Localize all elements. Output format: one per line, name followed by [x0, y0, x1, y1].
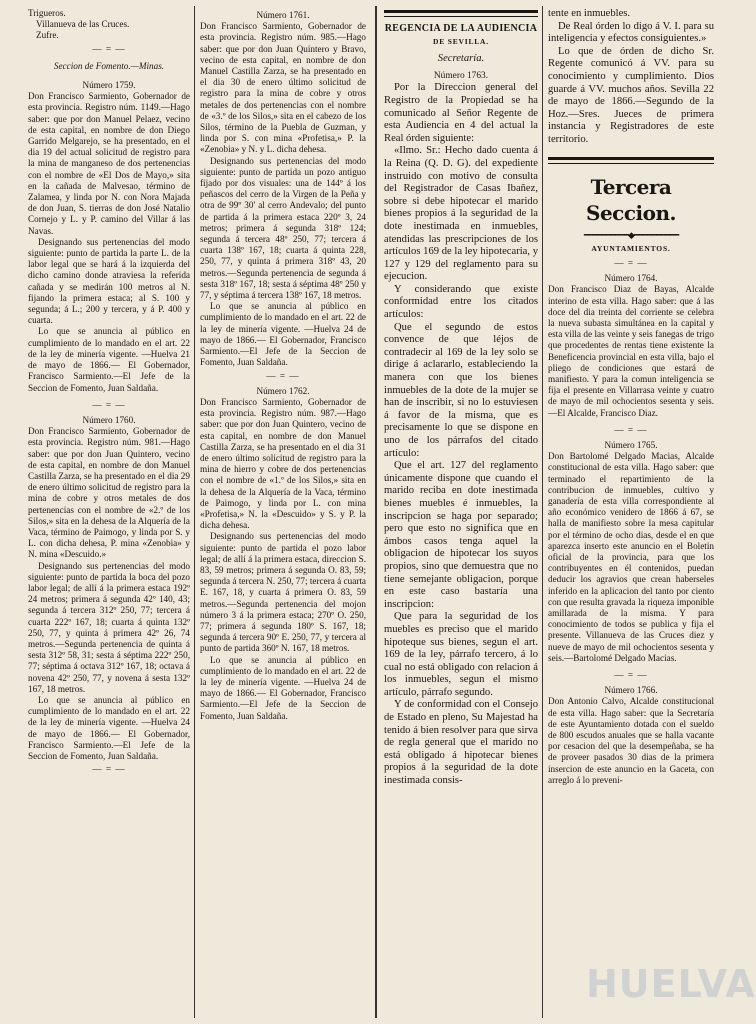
section-subhead: Secretaría.: [437, 53, 485, 65]
notice-body: Don Francisco Sarmiento, Gobernador de esta provincia. Registro núm. 1149.—Hago saber: que por don Manuel Pelaez, vecino de esta capital, en nombre de don Diego Garrido Melgarejo, se ha presentado, en el dia 19 del actual solicitud de registro para la mina de manganeso de dos pertenencias con el nombre de «El Dos de Mayo,» sita en la cañada de Malvesao, término de Zalamea, y linda por N. con Nora Majada de don Juan, S. tierras de don José Natalio Cornejo y L. y P. camino del Villar á las Navas.: [28, 91, 190, 236]
notice-paragraph: Designando sus pertenencias del modo siguiente: punto de partida la parte L. de la labor legal que se hará á la izquierda del dicho camino donde atraviesa la referida cañada y se medirán 100 metros al N. fijando la primera estaca; al S. 100 y segunda; á L.; 200 y tercera, y á P. 400 y cuarta.: [28, 236, 190, 326]
notice-body: Don Francisco Sarmiento, Gobernador de esta provincia. Registro núm. 981.—Hago saber: que por don Juan Quintero, vecino de esta capital, en nombre de don Manuel Castilla Zarza, se ha presentado en el dia 29 de enero último solicitud de registro para la mina de cobre y otros metales de dos pertenencias con el nombre de «2.º de los Silos,» sita en la dehesa de la Alquería de la Vaca, término de Paimogo, y linda por S. y L. con dicha dehesa, P. mina «Zenobia» y N. mina «Descuido.»: [28, 426, 190, 560]
notice-number: Número 1760.: [82, 414, 136, 425]
notice-paragraph: Designando sus pertenencias del modo siguiente: punto de partida el pozo labor legal; de allí á la primera estaca, direccion S. 83, 59 metros; primera á segunda O. 83, 59; segunda á tercera N. 250, 77; tercera á cuarta E. 167, 18, y cuarta á primera O. 83, 59 metros.—Segunda pertenencia del mojon número 3 á la primera estaca; 270º O. 250, 77; primera á segunda 180º S. 167, 18; segunda á tercera 90º E. 250, 77, y tercera al punto de partida 360º N. 167, 18 metros.: [200, 531, 366, 654]
ayuntamientos-heading: AYUNTAMIENTOS.: [591, 243, 671, 253]
notice-body: Don Bartolomé Delgado Macias, Alcalde constitucional de esta villa. Hago saber: que terminado el repartimiento de la contribucion de inmuebles, cultivo y ganadería de esta villa correspondiente al año económico venidero de 1866 á 67, se halla de manifiesto sobre la mesa capitular por el término de ocho dias, desde el en que aparezca inserto este anuncio en el Boletin oficial de la provincia, para que los contribuyentes en él contenidos, puedan deducir los agravios que crean haberseles inferido en la aplicacion del tanto por ciento con que resulta gravada la riqueza imponible amillarada de la misma. Y para conocimiento de todos se publica y fija el presente. Villanueva de las Cruces diez y nueve de mayo de mil ochocientos sesenta y seis.—Bartolomé Delgado Macias.: [548, 451, 714, 663]
notice-paragraph: Y considerando que existe conformidad entre los citados artículos:: [384, 283, 538, 321]
notice-paragraph: «Ilmo. Sr.: Hecho dado cuenta á la Reina (Q. D. G). del expediente instruido con motivo de consulta del Registrador de Casas Ibañez, sobre si debe hipotecar el marido bienes propios á la seguridad de la dote inestimada en inmuebles, atendidas las prescripciones de los artículos 169 de la ley hipotecaria, y 127 y 129 del reglamento para su ejecucion.: [384, 145, 538, 283]
notice-number: Número 1759.: [82, 80, 136, 91]
notice-number: Número 1762.: [256, 385, 310, 396]
separator: — = —: [92, 399, 126, 410]
notice-paragraph: Lo que de órden de dicho Sr. Regente comunicó á VV. para su conocimiento y cumplimiento. Dios guarde á VV. muchos años. Sevilla 22 de mayo de 1866.—Segundo de la Hoz.—Sres. Jueces de primera instancia y Registradores de este territorio.: [548, 45, 714, 145]
column-4: [548, 8, 714, 786]
audiencia-title: REGENCIA DE LA AUDIENCIA: [384, 23, 538, 34]
notice-body: Don Francisco Sarmiento, Gobernador de esta provincia. Registro núm. 987.—Hago saber: que por don Juan Quintero, vecino de esta capital, en nombre de don Manuel Castilla Zarza, se ha presentado en el dia 31 de enero último solicitud de registro para la mina de hierro y cobre de dos pertenencias con el nombre de «1.º de los Silos,» sita en la dehesa de la Alquería de la Vaca, término de Paimogo, y linda por L. con mina «Profetisa,» N. la «Descuido» y S. y P. la dicha dehesa.: [200, 396, 366, 531]
tercera-seccion-title: Tercera Seccion.: [586, 174, 676, 225]
column-3: [384, 8, 538, 788]
notice-body: Don Francisco Sarmiento, Gobernador de esta provincia. Registro núm. 985.—Hago saber: que por don Juan Quintero y Bravo, vecino de esta capital, en nombre de don Manuel Castilla Zarza, se ha presentado en el dia 30 de enero último solicitud de registro para la mina de cobre y otros metales de dos pertenencias con el nombre de «3.º de los Silos,» sita en el cabezo de los Silos, término de la Puebla de Guzman, y linda por S. con mina «Profetisa,» P. la «Zenobia» y N. y L. dicha dehesa.: [200, 21, 366, 155]
separator: — = —: [92, 43, 126, 54]
column-rule: [194, 6, 195, 1018]
column-1: [28, 8, 190, 779]
column-2: [200, 8, 366, 722]
notice-number: Número 1761.: [256, 10, 310, 20]
notice-body: Don Francisco Diaz de Bayas, Alcalde interino de esta villa. Hago saber: que á las doce del dia treinta del corriente se celebra la nueva subasta simultánea en la capital y esta villa de las veinte y seis fanegas de trigo que procedentes de rentas tiene existente la Beneficencia provincial en esta villa, bajo el pliego de condiciones que estará de manifiesto. Y para la comun inteligencia se fija el presente en Villarrasa veinte y cuatro de mayo de mil ochocientos sesenta y seis.—El Alcalde, Francisco Diaz.: [548, 284, 714, 418]
header-rule: [384, 16, 538, 17]
notice-number: Número 1766.: [604, 685, 658, 696]
notice-paragraph: Y de conformidad con el Consejo de Estado en pleno, Su Majestad ha tenido á bien resolver para que sirva de regla general que el marido no está obligado á hipotecar bienes propios á la seguridad de la dote inestimada consis-: [384, 699, 538, 787]
notice-body: Don Antonio Calvo, Alcalde constitucional de esta villa. Hago saber: que la Secretaría de este Ayuntamiento dotada con el sueldo de 800 escudos anuales que se halla vacante por cesacion del que la desempeñaba, se ha de proveer pasados 30 dias de la primera insercion de este anuncio en la Gaceta, con arreglo á lo preveni-: [548, 696, 714, 785]
separator: — = —: [614, 670, 648, 681]
notice-paragraph: Lo que se anuncia al público en cumplimiento de lo mandado en el art. 22 de la ley de minería vigente. —Huelva 21 de mayo de 1866.— El Gobernador, Francisco Sarmiento.—El Jefe de la Seccion de Fomento, Juan Saldaña.: [28, 326, 190, 393]
notice-paragraph: Por la Direccion general del Registro de la Propiedad se ha comunicado al Señor Regente de esta Audiencia en 4 del actual la Real órden siguiente:: [384, 82, 538, 144]
notice-number: Número 1763.: [433, 70, 489, 81]
notice-paragraph: Que para la seguridad de los muebles es preciso que el marido hipoteque sus bienes, segun el art. 169 de la ley, párrafo tercero, á lo cual no está obligado con relacion á los inmuebles, segun el mismo artículo, párrafo segundo.: [384, 611, 538, 698]
notice-paragraph: Lo que se anuncia al público en cumplimiento de lo mandado en el art. 22 de la ley de minería vigente. —Huelva 24 de mayo de 1866.— El Gobernador, Francisco Sarmiento.—El Jefe de la Seccion de Fomento, Juan Saldaña.: [28, 694, 190, 761]
notice-paragraph: Designando sus pertenencias del modo siguiente: punto de partida la boca del pozo labor legal; de allí á la primera estaca 192º 24 metros; primera á segunda 42º 140, 43; segunda á tercera 312º 250, 77; tercera á cuarta 222º 167, 18; cuarta á quinta 132º 250, 77, y quinta á primera 42º 26, 74 metros.—Segunda pertenencia de quinta á sesta 312º 58, 31; sesta á séptima 222º 250, 77; séptima á octava 312º 167, 18; octava á novena 42º 250, 77, y novena á sesta 132º 167, 18 metros.: [28, 560, 190, 694]
separator: — = —: [614, 424, 648, 435]
archive-watermark: HUELVA: [586, 962, 756, 1006]
section-heading: Seccion de Fomento.—Minas.: [53, 60, 165, 71]
column-rule: [375, 6, 377, 1018]
notice-number: Número 1764.: [604, 273, 658, 284]
notice-paragraph: Designando sus pertenencias del modo siguiente: punto de partida un pozo antiguo fijado por dos visuales: una de 144º á los peñascos del cerro de la Virgen de la Peña y otra de 99º 30' al cerro Andevalo; del punto de partida á la primera estaca 220º 3, 24 metros; primera á segunda 318º 124; segunda á tercera 48º 250, 77; tercera á cuarta 138º 167, 18; cuarta á quinta 228, 250, 77, y quinta á primera 318º 43, 20 metros.—Segunda pertenencia de segunda á sesta 318º 167, 18; sesta á séptima 48º 250 y 77, y séptima á tercera 138º 167, 18 metros.: [200, 155, 366, 301]
notice-paragraph: Que el art. 127 del reglamento únicamente dispone que cuando el marido reciba en dote inestimada bienes muebles é inmuebles, la inscripcion se haga por separado; pero que esto no significa que en ámbos casos tenga aquel la obligacion de hipotecar los suyos propios, sino que demuestra que no tiene semejante obligacion, porque en este caso bastaría una inscripcion:: [384, 460, 538, 610]
column-rule: [542, 6, 543, 1018]
separator: — = —: [266, 370, 300, 381]
separator: — = —: [92, 764, 126, 775]
separator: — = —: [614, 257, 648, 268]
section-rule: [548, 157, 714, 160]
ornament-rule: ━━━━━━━━━━◆━━━━━━━━━━: [583, 229, 679, 240]
notice-paragraph: tente en inmuebles.: [548, 8, 631, 19]
town-line: Zufre.: [36, 30, 59, 41]
town-line: Villanueva de las Cruces.: [36, 19, 130, 30]
audiencia-subtitle: DE SEVILLA.: [433, 36, 489, 46]
notice-number: Número 1765.: [604, 439, 658, 450]
notice-paragraph: Lo que se anuncia al público en cumplimiento de lo mandado en el art. 22 de la ley de minería vigente. —Huelva 24 de mayo de 1866.— El Gobernador, Francisco Sarmiento.—El Jefe de la Seccion de Fomento, Juan Saldaña.: [200, 654, 366, 721]
notice-paragraph: Que el segundo de estos convence de que léjos de contradecir al 169 de la ley solo se dirige á aclararlo, estableciendo la manera con que los bienes inmuebles de la dote de la mujer se han de inscribir, si no lo estuviesen á favor de la misma, que es precisamente lo que se dispone en uno de los párrafos del citado artículo:: [384, 321, 538, 459]
town-line: Trigueros.: [28, 8, 66, 18]
section-rule: [548, 163, 714, 164]
notice-paragraph: De Real órden lo digo á V. I. para su inteligencia y efectos consiguientes.»: [548, 20, 714, 45]
notice-paragraph: Lo que se anuncia al público en cumplimiento de lo mandado en el art. 22 de la ley de minería vigente. —Huelva 24 de mayo de 1866.— El Gobernador, Francisco Sarmiento.—El Jefe de la Seccion de Fomento, Juan Saldaña.: [200, 301, 366, 368]
header-rule: [384, 10, 538, 13]
